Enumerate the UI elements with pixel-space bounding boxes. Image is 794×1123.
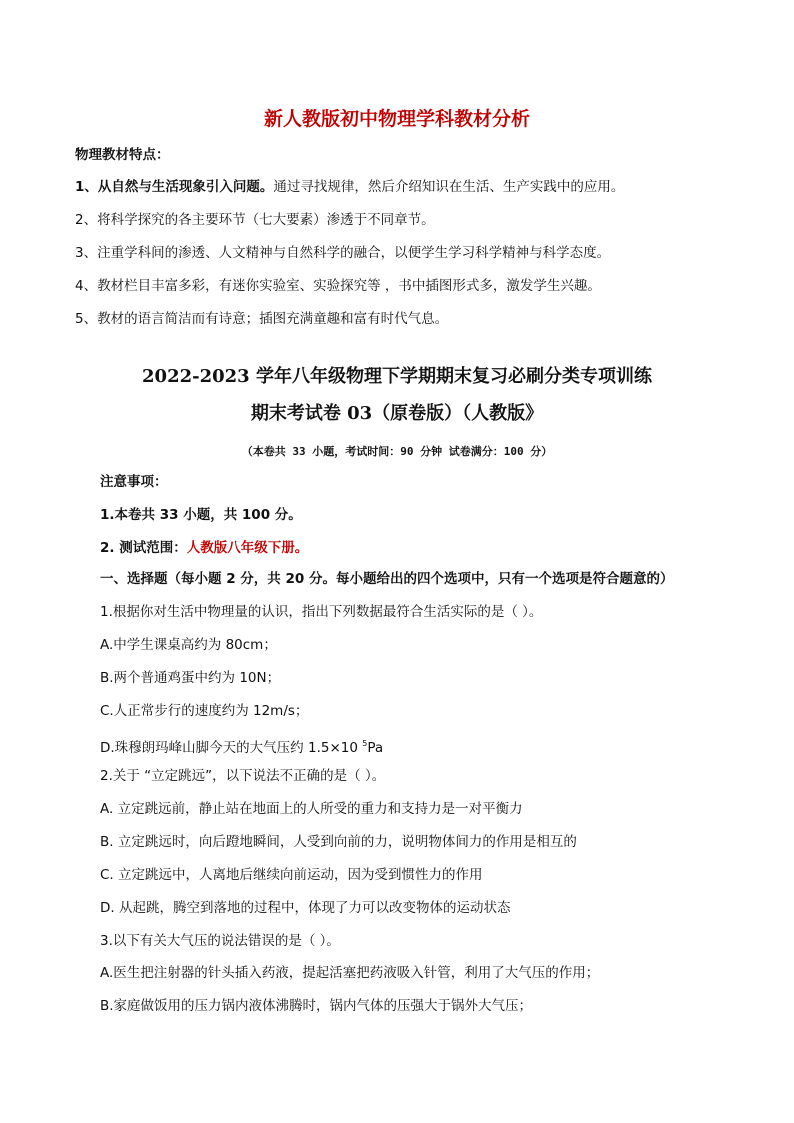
feature-item-3: 3、注重学科间的渗透、人文精神与自然科学的融合，以便学生学习科学精神与科学态度。 [75,245,611,261]
question-2-stem: 2.关于 “立定跳远”，以下说法不正确的是（ ）。 [100,768,386,784]
feature-item-1 [75,178,624,196]
question-3-option-b: B.家庭做饭用的压力锅内液体沸腾时，锅内气体的压强大于锅外大气压； [100,998,533,1014]
exam-title-line-1: 2022-2023 学年八年级物理下学期期末复习必刷分类专项训练 [142,366,652,387]
question-3-stem: 3.以下有关大气压的说法错误的是（ ）。 [100,933,340,949]
feature-item-5: 5、教材的语言简洁而有诗意；插图充满童趣和富有时代气息。 [75,311,449,327]
feature-item-2: 2、将科学探究的各主要环节（七大要素）渗透于不同章节。 [75,212,435,228]
question-3-option-a: A.医生把注射器的针头插入药液，提起活塞把药液吸入针管，利用了大气压的作用； [100,965,600,981]
question-1-option-d-text: D.珠穆朗玛峰山脚今天的大气压约 1.5×10 [100,740,363,756]
question-1-option-c: C.人正常步行的速度约为 12m/s； [100,703,309,719]
question-1-option-a: A.中学生课桌高约为 80cm； [100,637,277,653]
note-2 [100,539,308,557]
question-1-stem: 1.根据你对生活中物理量的认识，指出下列数据最符合生活实际的是（ ）。 [100,604,543,620]
question-1-option-d [100,735,383,757]
features-heading: 物理教材特点： [75,147,170,163]
question-1-option-d-unit: Pa [367,740,384,756]
question-1-option-d-exponent: 5 [362,739,368,748]
notes-heading: 注意事项： [100,474,168,490]
question-2-option-a: A. 立定跳远前，静止站在地面上的人所受的重力和支持力是一对平衡力 [100,801,523,817]
question-1-option-b: B.两个普通鸡蛋中约为 10N； [100,670,281,686]
note-2-prefix: 2. 测试范围： [100,540,187,556]
feature-item-1-bold: 1、从自然与生活现象引入问题。 [75,179,274,195]
feature-item-1-text: 通过寻找规律，然后介绍知识在生活、生产实践中的应用。 [273,179,625,195]
question-2-option-b: B. 立定跳远时，向后蹬地瞬间，人受到向前的力，说明物体间力的作用是相互的 [100,834,577,850]
note-1: 1.本卷共 33 小题，共 100 分。 [100,507,302,523]
feature-item-4: 4、教材栏目丰富多彩，有迷你实验室、实验探究等 ，书中插图形式多，激发学生兴趣。 [75,278,601,294]
exam-info: （本卷共 33 小题，考试时间：90 分钟 试卷满分：100 分） [241,445,553,458]
section-1-heading: 一、选择题（每小题 2 分，共 20 分。每小题给出的四个选项中，只有一个选项是符合题意的） [100,571,674,587]
note-2-scope: 人教版八年级下册。 [186,540,309,556]
exam-title-line-2: 期末考试卷 03（原卷版）（人教版》 [250,403,544,424]
question-2-option-d: D. 从起跳，腾空到落地的过程中，体现了力可以改变物体的运动状态 [100,900,511,916]
doc-title: 新人教版初中物理学科教材分析 [263,108,530,130]
question-2-option-c: C. 立定跳远中，人离地后继续向前运动，因为受到惯性力的作用 [100,867,483,883]
